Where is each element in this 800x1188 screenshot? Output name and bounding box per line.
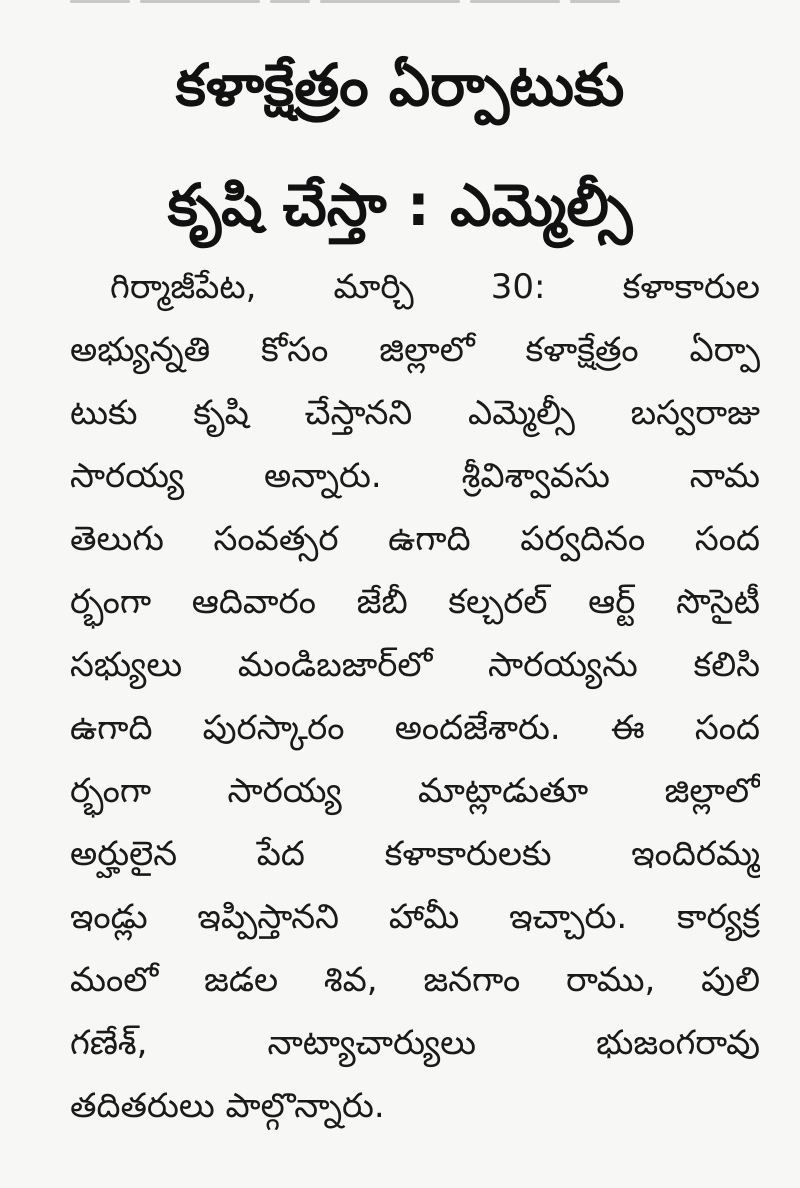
article-line: అభ్యున్నతి కోసం జిల్లాలో కళాక్షేత్రం ఏర్పా: [70, 330, 760, 370]
headline-line-2: కృషి చేస్తా : ఎమ్మెల్సీ: [167, 171, 633, 239]
article-line: సారయ్య అన్నారు. శ్రీవిశ్వావసు నామ: [70, 456, 760, 496]
article-line: అర్హులైన పేద కళాకారులకు ఇందిరమ్మ: [70, 834, 760, 874]
article-line: ర్భంగా ఆదివారం జేబీ కల్చరల్ ఆర్ట్ సొసైటీ: [70, 582, 760, 622]
article-line: మంలో జడల శివ, జనగాం రాము, పులి: [70, 960, 760, 1000]
article-line: తదితరులు పాల్గొన్నారు.: [70, 1086, 385, 1126]
article-line: గిర్మాజీపేట, మార్చి 30: కళాకారుల: [110, 267, 760, 307]
headline-line-1: కళాక్షేత్రం ఏర్పాటుకు: [175, 51, 625, 119]
article-line: తెలుగు సంవత్సర ఉగాది పర్వదినం సంద: [70, 519, 760, 559]
article-line: ఇండ్లు ఇప్పిస్తానని హామీ ఇచ్చారు. కార్యక్ర: [70, 897, 760, 937]
article-line: ర్భంగా సారయ్య మాట్లాడుతూ జిల్లాలో: [70, 771, 760, 811]
clipping-top-edge: [70, 0, 630, 10]
article-line: ఉగాది పురస్కారం అందజేశారు. ఈ సంద: [70, 708, 760, 748]
article-line: సభ్యులు మండిబజార్‌లో సారయ్యను కలిసి: [70, 645, 760, 685]
article-line: టుకు కృషి చేస్తానని ఎమ్మెల్సీ బస్వరాజు: [70, 393, 760, 433]
article-body: [70, 256, 760, 1138]
article-line: గణేశ్, నాట్యాచార్యులు భుజంగరావు: [70, 1023, 760, 1063]
